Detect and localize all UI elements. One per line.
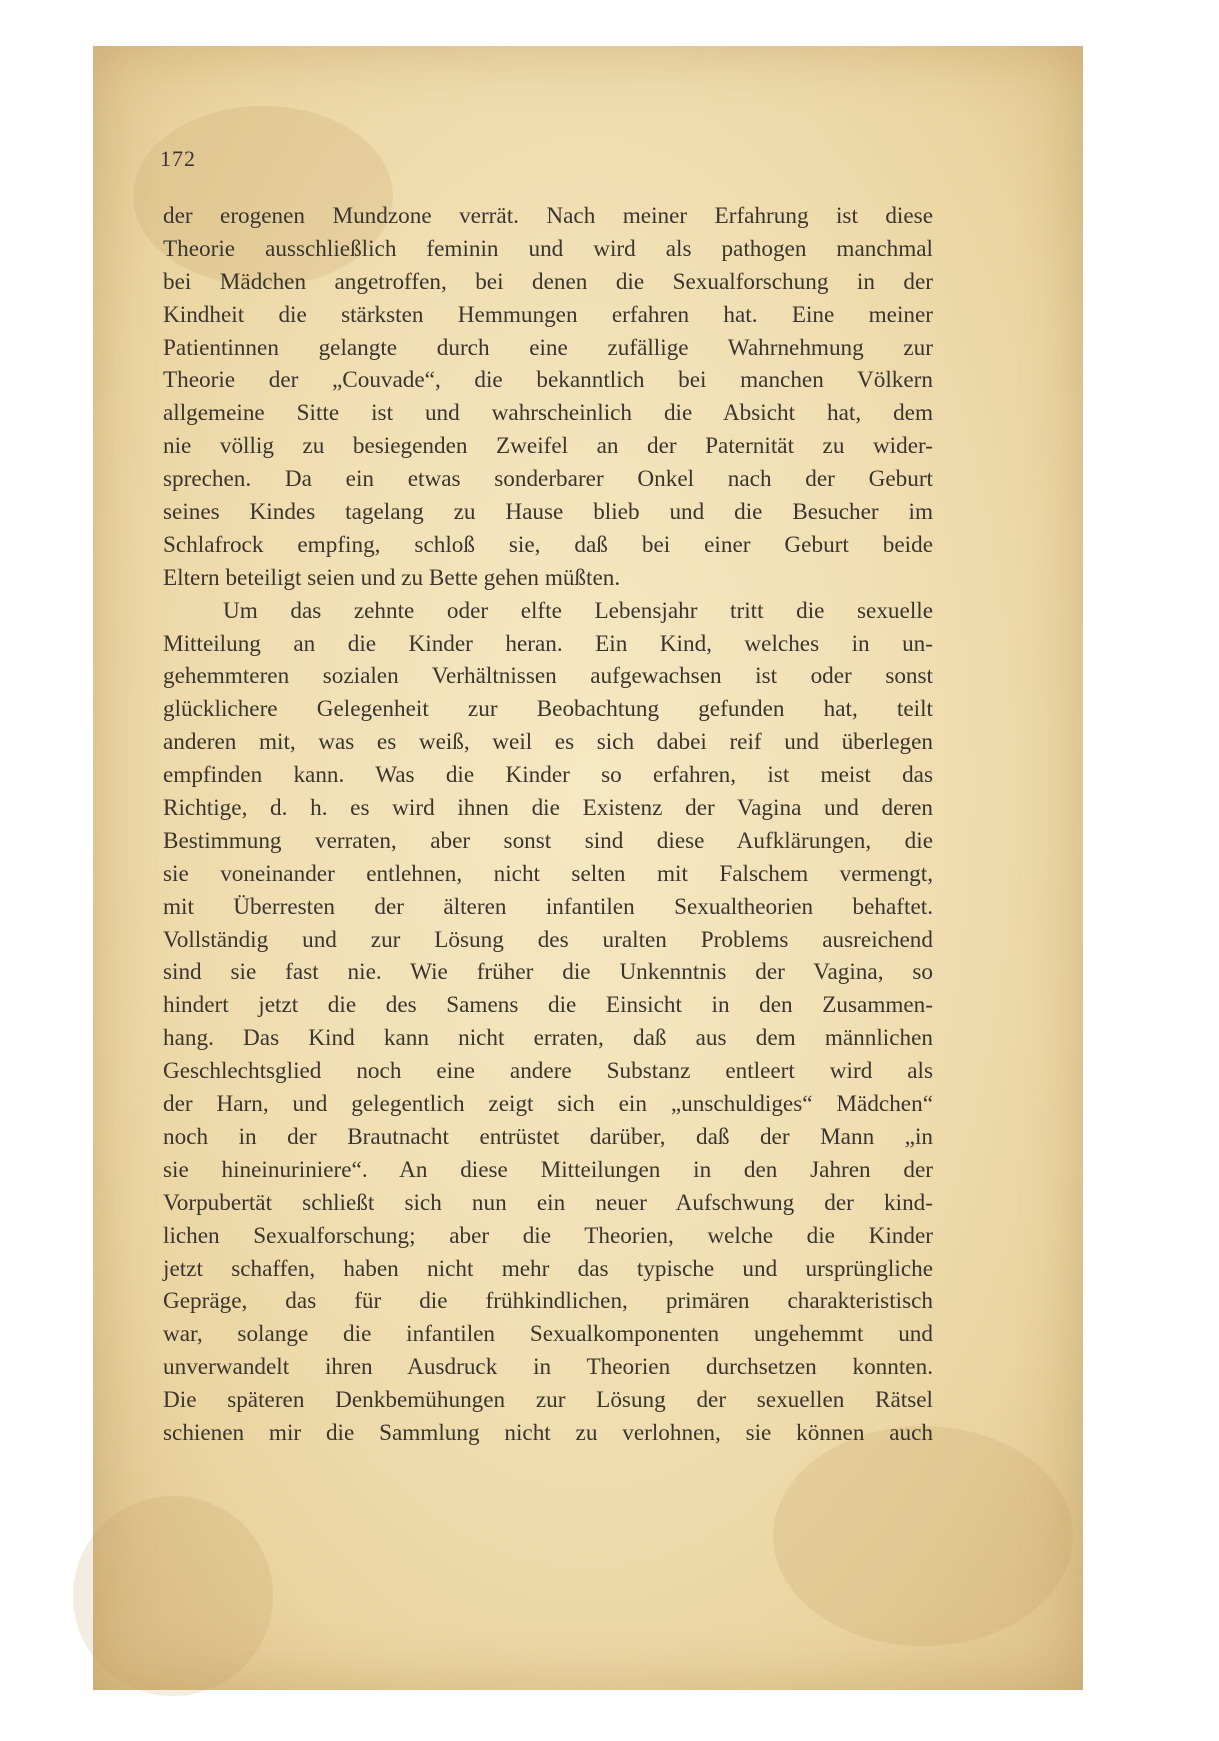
- text-line: Theorie ausschließlich feminin und wird als pathogen manchmal: [163, 235, 933, 262]
- text-line: war, solange die infantilen Sexualkomponenten ungehemmt und: [163, 1321, 933, 1348]
- body-text: [163, 200, 933, 1450]
- text-line: sind sie fast nie. Wie früher die Unkenntnis der Vagina, so: [163, 959, 933, 986]
- text-line: mit Überresten der älteren infantilen Sexualtheorien behaftet.: [163, 893, 933, 920]
- text-line: Richtige, d. h. es wird ihnen die Existenz der Vagina und deren: [163, 795, 933, 822]
- text-line: Geschlechtsglied noch eine andere Substanz entleert wird als: [163, 1058, 933, 1085]
- text-line: sie hineinuriniere“. An diese Mitteilungen in den Jahren der: [163, 1156, 933, 1183]
- text-line: sprechen. Da ein etwas sonderbarer Onkel nach der Geburt: [163, 466, 933, 493]
- text-line: noch in der Brautnacht entrüstet darüber, daß der Mann „in: [163, 1123, 933, 1150]
- text-line: glücklichere Gelegenheit zur Beobachtung gefunden hat, teilt: [163, 696, 933, 723]
- text-line: Vorpubertät schließt sich nun ein neuer Aufschwung der kind-: [163, 1189, 933, 1216]
- text-line: schienen mir die Sammlung nicht zu verlohnen, sie können auch: [163, 1419, 933, 1446]
- text-line: Patientinnen gelangte durch eine zufällige Wahrnehmung zur: [163, 334, 933, 361]
- text-line: der erogenen Mundzone verrät. Nach meiner Erfahrung ist diese: [163, 203, 933, 229]
- text-line: bei Mädchen angetroffen, bei denen die Sexualforschung in der: [163, 268, 933, 295]
- text-line: empfinden kann. Was die Kinder so erfahren, ist meist das: [163, 762, 933, 789]
- text-line: sie voneinander entlehnen, nicht selten mit Falschem vermengt,: [163, 860, 933, 887]
- text-line: Bestimmung verraten, aber sonst sind diese Aufklärungen, die: [163, 827, 933, 854]
- text-line: Vollständig und zur Lösung des uralten Problems ausreichend: [163, 926, 933, 953]
- text-line: gehemmteren sozialen Verhältnissen aufgewachsen ist oder sonst: [163, 663, 933, 690]
- text-line: Gepräge, das für die frühkindlichen, primären charakteristisch: [163, 1288, 933, 1315]
- text-line: Kindheit die stärksten Hemmungen erfahren hat. Eine meiner: [163, 301, 933, 328]
- text-line: jetzt schaffen, haben nicht mehr das typische und ursprüngliche: [163, 1255, 933, 1282]
- text-line: Theorie der „Couvade“, die bekanntlich bei manchen Völkern: [163, 367, 933, 394]
- text-line: Mitteilung an die Kinder heran. Ein Kind, welches in un-: [163, 630, 933, 657]
- text-line: Um das zehnte oder elfte Lebensjahr tritt die sexuelle: [223, 597, 933, 624]
- text-line: hang. Das Kind kann nicht erraten, daß aus dem männlichen: [163, 1025, 933, 1052]
- text-line: der Harn, und gelegentlich zeigt sich ein „unschuldiges“ Mädchen“: [163, 1091, 933, 1118]
- text-line: unverwandelt ihren Ausdruck in Theorien durchsetzen konnten.: [163, 1354, 933, 1381]
- page-number: 172: [160, 146, 196, 171]
- paper-stain: [73, 1496, 273, 1696]
- text-line: allgemeine Sitte ist und wahrscheinlich die Absicht hat, dem: [163, 400, 933, 427]
- text-line: lichen Sexualforschung; aber die Theorien, welche die Kinder: [163, 1222, 933, 1249]
- text-line: Schlafrock empfing, schloß sie, daß bei einer Geburt beide: [163, 531, 933, 558]
- text-line: nie völlig zu besiegenden Zweifel an der Paternität zu wider-: [163, 433, 933, 460]
- text-line: Eltern beteiligt seien und zu Bette gehen müßten.: [163, 564, 621, 591]
- paper-stain: [773, 1426, 1073, 1646]
- text-line: seines Kindes tagelang zu Hause blieb und die Besucher im: [163, 499, 933, 526]
- text-line: hindert jetzt die des Samens die Einsicht in den Zusammen-: [163, 992, 933, 1019]
- text-line: Die späteren Denkbemühungen zur Lösung der sexuellen Rätsel: [163, 1387, 933, 1414]
- text-line: anderen mit, was es weiß, weil es sich dabei reif und überlegen: [163, 729, 933, 756]
